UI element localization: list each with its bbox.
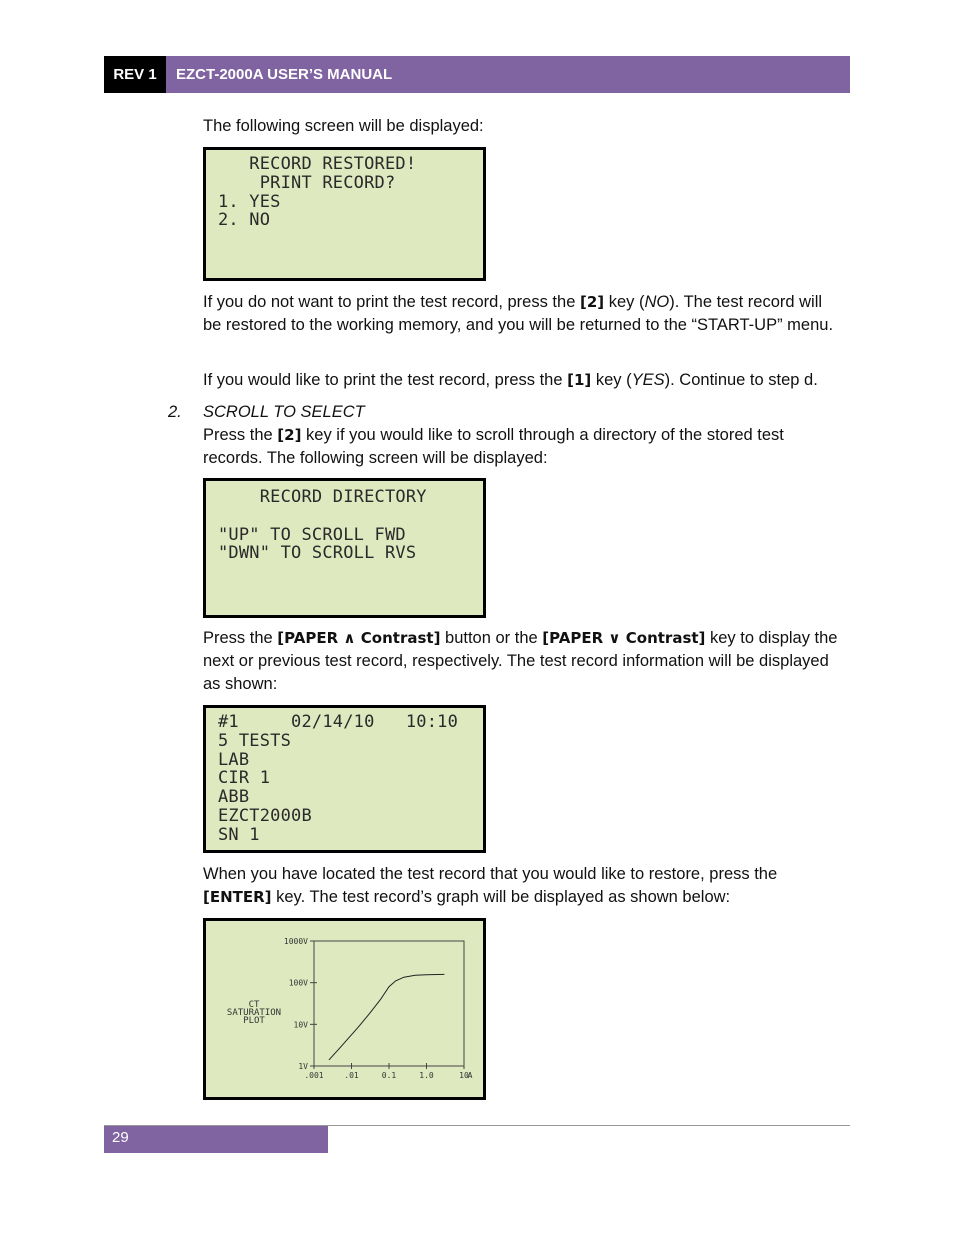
y-axis [284, 937, 317, 1071]
text: If you would like to print the test record, press the [203, 371, 568, 389]
x-tick-label: .01 [344, 1071, 359, 1080]
page-number: 29 [104, 1126, 328, 1153]
lcd-screen-test-record [203, 705, 486, 853]
x-axis-unit: A [467, 1071, 473, 1080]
step-heading: SCROLL TO SELECT [203, 403, 365, 421]
chart-title [227, 1000, 281, 1026]
text: key if you would like to scroll through a directory of the stored test records. The following screen will be displayed: [203, 426, 784, 467]
text: key to display the next or previous test record, respectively. The test record information will be displayed as shown: [203, 629, 838, 693]
text: If you do not want to print the test record, press the [203, 293, 580, 311]
lcd-text: #1 02/14/10 10:10 5 TESTS LAB CIR 1 ABB EZCT2000B SN 1 [218, 712, 459, 845]
paragraph-yes-print [203, 369, 863, 392]
x-tick-label: .001 [304, 1071, 324, 1080]
manual-title: EZCT-2000A USER’S MANUAL [166, 56, 850, 93]
chart-title-line: CT [248, 1000, 260, 1010]
chart-title-line: SATURATION [226, 1008, 282, 1018]
x-tick-label: 0.1 [381, 1071, 397, 1080]
y-tick-label: 10V [293, 1020, 308, 1030]
key-1-label: [1] [567, 371, 592, 389]
key-paper-down-label: [PAPER ∨ Contrast] [542, 629, 706, 647]
lcd-screen-saturation-plot [203, 918, 486, 1100]
x-tick-label: 10 [459, 1071, 469, 1080]
x-tick-label: 1.0 [419, 1071, 434, 1080]
text: Press the [203, 426, 278, 444]
chart-title-line: PLOT [243, 1016, 265, 1026]
lcd-text: RECORD RESTORED! PRINT RECORD? 1. YES 2. NO [218, 154, 417, 231]
paragraph-scroll-keys [203, 627, 843, 696]
text: key ( [591, 371, 632, 389]
series-line [329, 974, 445, 1060]
y-tick-label: 1000V [283, 937, 308, 946]
lcd-screen-record-directory [203, 478, 486, 618]
text: key ( [604, 293, 645, 311]
y-tick-label: 100V [288, 978, 308, 988]
text: ). The test record will be restored to the working memory, and you will be returned to the “START-UP” menu. [203, 293, 834, 334]
emphasis: NO [644, 293, 670, 311]
key-paper-up-label: [PAPER ∧ Contrast] [277, 629, 441, 647]
text: When you have located the test record that you would like to restore, press the [203, 865, 778, 883]
saturation-plot-chart [206, 921, 483, 1097]
text: key. The test record’s graph will be displayed as shown below: [271, 888, 731, 906]
paragraph-no-print [203, 291, 843, 337]
intro-text: The following screen will be displayed: [203, 117, 484, 135]
key-enter-label: [ENTER] [203, 888, 272, 906]
lcd-screen-record-restored [203, 147, 486, 281]
text: button or the [440, 629, 543, 647]
plot-frame [314, 941, 464, 1066]
text: Press the [203, 629, 278, 647]
paragraph-scroll-intro [203, 424, 833, 470]
step-number: 2. [168, 403, 182, 421]
revision-label: REV 1 [104, 56, 166, 93]
key-2-label: [2] [579, 293, 605, 311]
y-tick-label: 1V [298, 1062, 308, 1071]
emphasis: YES [631, 371, 665, 389]
key-2-label: [2] [277, 426, 302, 444]
paragraph-enter [203, 863, 843, 909]
text: ). Continue to step d. [664, 371, 818, 389]
lcd-text: RECORD DIRECTORY "UP" TO SCROLL FWD "DWN" TO SCROLL RVS [218, 487, 427, 564]
